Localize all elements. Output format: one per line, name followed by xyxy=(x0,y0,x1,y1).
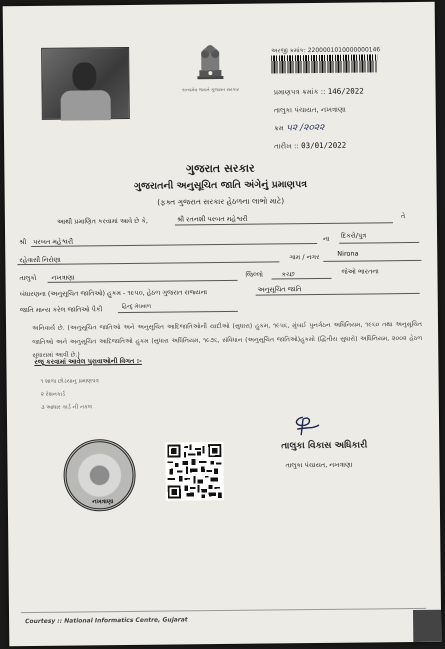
certificate-title: ગુજરાતની અનુસૂચિત જાતિ અંગેનું પ્રમાણપત્ર xyxy=(133,179,308,192)
sub-caste-label: જાતિ માન્ય કરેલ જાતિઓ પૈકી xyxy=(19,305,103,315)
father-underline xyxy=(31,243,317,247)
district-underline xyxy=(272,278,332,280)
taluka-underline xyxy=(48,280,238,283)
caste-text: બંધારણના (અનુસૂચિત જાતિઓ) હુકમ - ૧૯૫૦, હેઠળ ગુજરાત રાજ્યના xyxy=(19,288,208,299)
taluka-label: તાલુકો xyxy=(19,273,37,283)
village-label: ગામ / નગર xyxy=(289,252,320,262)
issuing-office: તાલુકા પંચાયત, નખત્રાણા xyxy=(273,105,346,115)
application-number: અરજી ક્રમાંક: 2200001010000000146 xyxy=(271,46,381,55)
shri-label: શ્રી xyxy=(19,238,27,247)
certificate-subtitle: (ફક્ત ગુજરાત સરકાર હેઠળના લાભો માટે) xyxy=(157,196,285,207)
register-no: ૫૨ /૨૦૨૨ xyxy=(286,122,325,134)
resident: રહેવાસી નિરોણા xyxy=(19,255,61,265)
certificate-meta xyxy=(273,83,364,156)
officer-title: તાલુકા વિકાસ અધિકારી xyxy=(281,440,368,452)
relation-underline xyxy=(339,242,419,244)
register-label: ક્રમ xyxy=(273,124,284,133)
footer-divider xyxy=(21,608,426,613)
issue-date: 03/01/2022 xyxy=(301,140,347,151)
state-text: જેઓ ભારતના xyxy=(341,267,379,276)
certificate-sheet xyxy=(3,2,442,646)
photo-head xyxy=(72,62,96,90)
document-item: ૧ શાળા છોડયાનુ પ્રમાણપત્ર xyxy=(40,378,99,385)
legal-paragraph: અનિવાર્ય છે. (અનુસૂચિત જાતિઓ અને અનુસૂચિત આદિજાતિઓની યાદીઓ (સુધારા) હુકમ, ૧૯૫૬, મુંબઈ પુનર્ગઠન અધિનિયમ, ૧૯૬૦ તથા અનુસૂચિત જાતિઓ અને અનુસૂચિત આદિજાતિઓ હુકમ (સુધારા અધિનિયમ, ૧૯૭૬, સંવિધાન (અનુસૂચિત જાતિઓ)હુકમો (દ્વિતીય સુધારો) અધિનિયમ, ૨૦૦૨ હેઠળ સુધારામાં આવી છે.) xyxy=(31,320,423,359)
scan-corner xyxy=(413,610,441,642)
seal-text: નખત્રાણા xyxy=(92,498,114,506)
te-label: તે xyxy=(400,212,406,221)
sub-caste-underline xyxy=(118,311,238,313)
national-emblem-icon xyxy=(185,36,236,95)
sub-caste: હિન્દુ મેઘવાળ xyxy=(121,303,152,311)
document-item: ૨ રેશનકાર્ડ xyxy=(40,391,66,398)
na-label: ના xyxy=(323,234,330,243)
officer-signature-icon xyxy=(283,413,333,444)
documents-list xyxy=(41,375,100,415)
village: Nirona xyxy=(337,249,359,258)
caste-category: અનુસૂચિત જાતિ xyxy=(257,285,302,294)
qr-code-icon xyxy=(165,442,224,501)
official-seal-icon xyxy=(63,439,136,512)
person-name: શ્રી રતનશી પરબત મહેશ્વરી xyxy=(176,214,248,224)
father-name: પરબત મહેશ્વરી xyxy=(33,237,74,246)
officer-office: તાલુકા પંચાયત, નખત્રાણા xyxy=(285,460,353,470)
relation: દિકરો/પુત્ર xyxy=(341,231,367,240)
photo-shirt xyxy=(61,90,111,121)
village-underline xyxy=(323,260,421,262)
cert-no: 146/2022 xyxy=(327,86,364,96)
cert-no-label: પ્રમાણપત્ર ક્રમાંક :: xyxy=(273,87,326,97)
taluka: નખત્રાણા xyxy=(51,273,75,282)
barcode xyxy=(271,54,377,73)
date-label: તારીખ :: xyxy=(274,142,299,151)
district: કચ્છ xyxy=(281,270,295,279)
applicant-photo xyxy=(41,47,130,120)
footer-credit: Courtesy :: National Informatics Centre, Gujarat xyxy=(25,616,188,626)
govt-heading: ગુજરાત સરકાર xyxy=(185,161,255,176)
documents-title: રજૂ કરવામાં આવેલ પુરાવાઓની વિગત :- xyxy=(34,356,142,366)
document-item: ૩ આધાર કાર્ડ ની નકલ xyxy=(40,404,93,411)
certify-text: આથી પ્રમાણિત કરવામાં આવે છે કે, xyxy=(56,216,149,226)
district-label: જિલ્લો xyxy=(245,270,264,279)
emblem-caption: સત્યમેવ જયતે ગુજરાત સરકાર xyxy=(182,87,240,94)
